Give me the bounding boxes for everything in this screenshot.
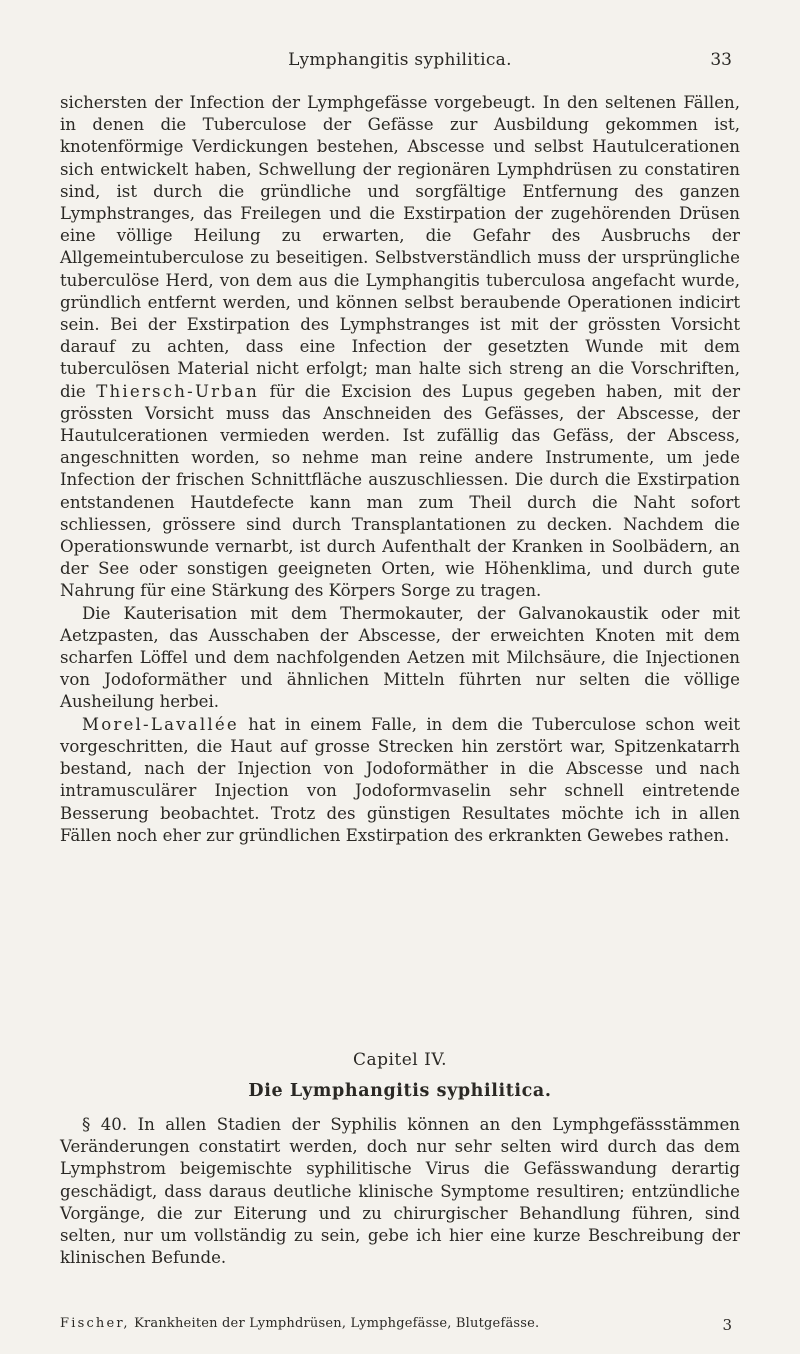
- paragraph: [60, 714, 740, 847]
- footer-title: Krankheiten der Lymphdrüsen, Lymphgefässe, Blutgefässe.: [134, 1316, 540, 1331]
- paragraph-text: sichersten der Infection der Lymphgefässe vorgebeugt. In den seltenen Fällen, in denen die Tuberculose der Gefässe zur Ausbildung gekommen ist, knotenförmige Verdickungen bestehen, Abscesse und selbst Hautulcerationen sich entwickelt haben, Schwellung der regionären Lymphdrüsen zu constatiren sind, ist durch die gründliche und sorgfältige Entfernung des ganzen Lymphstranges, das Freilegen und die Exstirpation der zugehörenden Drüsen eine völlige Heilung zu erwarten, die Gefahr des Ausbruchs der Allgemeintuberculose zu beseitigen. Selbstverständlich muss der ursprüngliche tuberculöse Herd, von dem aus die Lymphangitis tuberculosa angefacht wurde, gründlich entfernt werden, und können selbst beraubende Operationen indicirt sein. Bei der Exstirpation des Lymphstranges ist mit der grössten Vorsicht darauf zu achten, dass eine Infection der gesetzten Wunde mit dem tuberculösen Material nicht erfolgt; man halte sich streng an die Vorschriften, die: [60, 93, 740, 401]
- paragraph: [60, 92, 740, 603]
- section-text: [60, 1114, 740, 1269]
- paragraph-text: für die Excision des Lupus gegeben haben, mit der grössten Vorsicht muss das Anschneiden des Gefässes, der Abscesse, der Hautulcerationen vermieden werden. Ist zufällig das Gefäss, der Abscess, angeschnitten worden, so nehme man reine andere Instrumente, um jede Infection der frischen Schnittfläche auszuschliessen. Die durch die Exstirpation entstandenen Hautdefecte kann man zum Theil durch die Naht sofort schliessen, grössere sind durch Transplantationen zu decken. Nachdem die Operationswunde vernarbt, ist durch Aufenthalt der Kranken in Soolbädern, an der See oder sonstigen geeigneten Orten, wie Höhenklima, und durch gute Nahrung für eine Stärkung des Körpers Sorge zu tragen.: [60, 381, 741, 601]
- chapter-label: Capitel IV.: [352, 1050, 448, 1070]
- running-title: Lymphangitis syphilitica.: [288, 50, 512, 70]
- page-number: 33: [710, 50, 732, 70]
- page-footer: [60, 1316, 740, 1338]
- author-name: Thiersch-Urban: [96, 381, 260, 401]
- paragraph-text: hat in einem Falle, in dem die Tuberculose schon weit vorgeschritten, die Haut auf grosse Strecken hin zerstört war, Spitzenkatarrh bestand, nach der Injection von Jodoformäther in die Abscesse und nach intramusculärer Injection von Jodoformvaselin sehr schnell eintretende Besserung beobachtet. Trotz des günstigen Resultates möchte ich in allen Fällen noch eher zur gründlichen Exstirpation des erkrankten Gewebes rathen.: [60, 714, 740, 845]
- footer-note: [60, 1316, 539, 1331]
- paragraph: § 40. In allen Stadien der Syphilis können an den Lymphgefässstämmen Veränderungen constatirt werden, doch nur sehr selten wird durch das dem Lymphstrom beigemischte syphilitische Virus die Gefässwandung derartig geschädigt, dass daraus deutliche klinische Symptome resultiren; entzündliche Vorgänge, die zur Eiterung und zu chirurgischer Behandlung führen, sind selten, nur um vollständig zu sein, gebe ich hier eine kurze Beschreibung der klinischen Befunde.: [60, 1115, 740, 1268]
- chapter-title: Die Lymphangitis syphilitica.: [248, 1081, 552, 1101]
- paragraph: Die Kauterisation mit dem Thermokauter, der Galvanokaustik oder mit Aetzpasten, das Ausschaben der Abscesse, der erweichten Knoten mit dem scharfen Löffel und dem nachfolgenden Aetzen mit Milchsäure, die Injectionen von Jodoformäther und ähnlichen Mitteln führten nur selten die völlige Ausheilung herbei.: [60, 603, 740, 712]
- signature-mark: 3: [722, 1316, 732, 1334]
- footer-author: Fischer,: [60, 1316, 130, 1331]
- author-name: Morel-Lavallée: [82, 714, 239, 734]
- running-header: [60, 50, 740, 78]
- body-text: [60, 92, 740, 847]
